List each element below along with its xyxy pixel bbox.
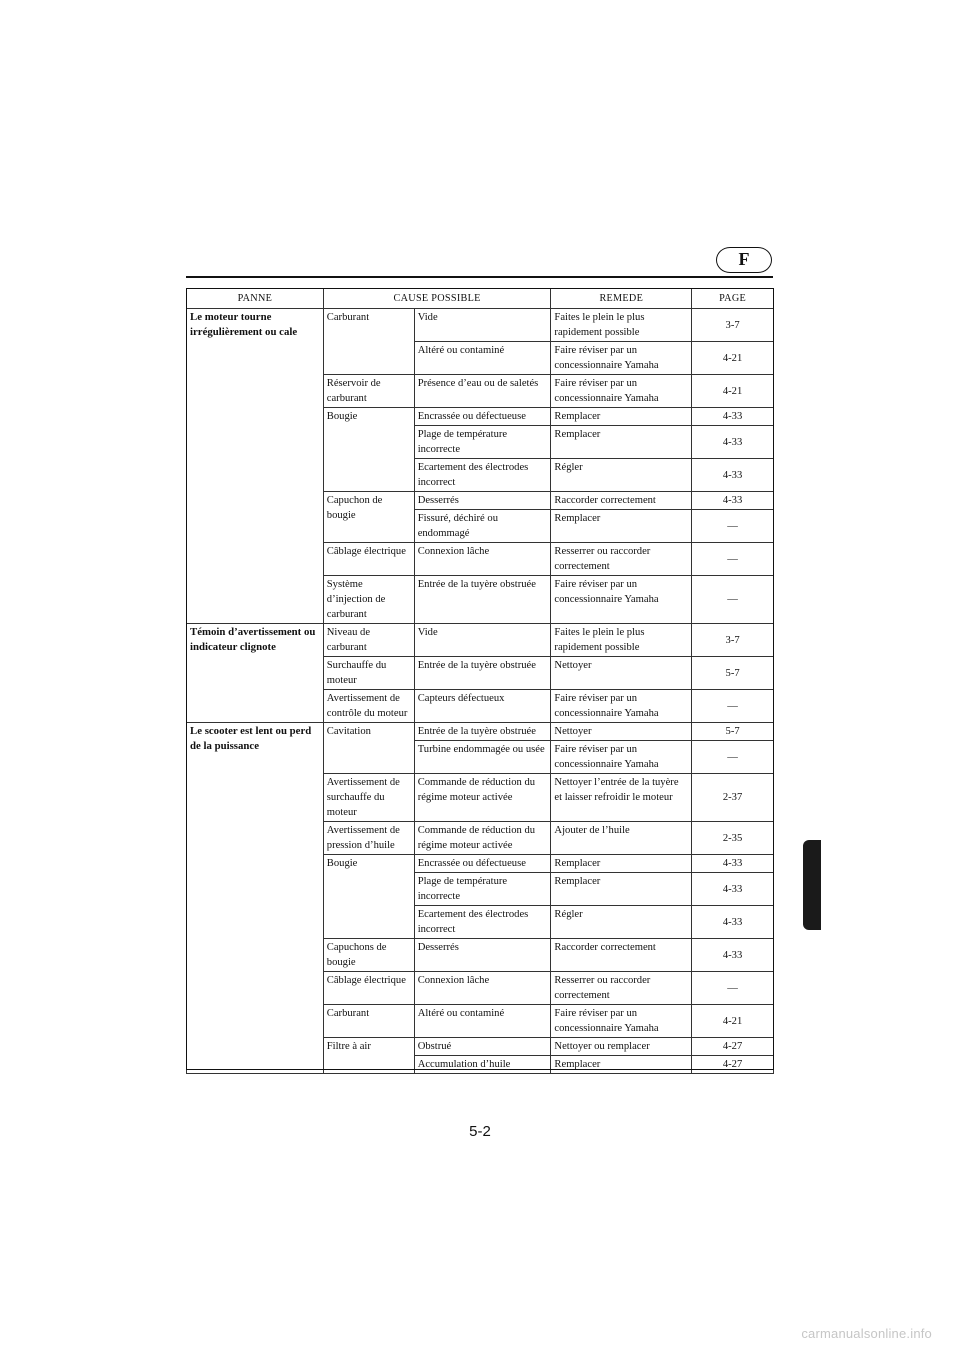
page-cell: — — [692, 543, 774, 576]
header-rule — [186, 276, 773, 278]
column-header-cause: CAUSE POSSIBLE — [323, 289, 551, 309]
cause-detail-cell: Fissuré, déchiré ou endommagé — [414, 510, 551, 543]
cause-detail-cell: Entrée de la tuyère obstruée — [414, 657, 551, 690]
cause-detail-cell: Capteurs défectueux — [414, 690, 551, 723]
cause-cell: Avertissement de surchauffe du moteur — [323, 774, 414, 822]
cause-cell: Filtre à air — [323, 1038, 414, 1074]
cause-detail-cell: Connexion lâche — [414, 543, 551, 576]
page-cell: — — [692, 741, 774, 774]
page-cell: 4-21 — [692, 375, 774, 408]
panne-cell: Le scooter est lent ou perd de la puissance — [187, 723, 324, 1074]
page-cell: — — [692, 576, 774, 624]
remede-cell: Faites le plein le plus rapidement possible — [551, 624, 692, 657]
page-cell: 5-7 — [692, 723, 774, 741]
page-cell: 5-7 — [692, 657, 774, 690]
cause-detail-cell: Entrée de la tuyère obstruée — [414, 723, 551, 741]
cause-detail-cell: Plage de température incorrecte — [414, 873, 551, 906]
page-cell: 2-37 — [692, 774, 774, 822]
cause-detail-cell: Encrassée ou défectueuse — [414, 855, 551, 873]
watermark: carmanualsonline.info — [801, 1326, 932, 1341]
table-row — [187, 624, 774, 657]
table-row — [187, 309, 774, 342]
page-cell: 4-33 — [692, 408, 774, 426]
page-cell: 4-21 — [692, 1005, 774, 1038]
cause-detail-cell: Ecartement des électrodes incorrect — [414, 906, 551, 939]
cause-detail-cell: Connexion lâche — [414, 972, 551, 1005]
cause-detail-cell: Turbine endommagée ou usée — [414, 741, 551, 774]
cause-detail-cell: Obstrué — [414, 1038, 551, 1056]
remede-cell: Remplacer — [551, 873, 692, 906]
remede-cell: Remplacer — [551, 408, 692, 426]
column-header-remede: REMEDE — [551, 289, 692, 309]
table-row — [187, 723, 774, 741]
cause-detail-cell: Ecartement des électrodes incorrect — [414, 459, 551, 492]
remede-cell: Ajouter de l’huile — [551, 822, 692, 855]
column-header-panne: PANNE — [187, 289, 324, 309]
remede-cell: Nettoyer l’entrée de la tuyère et laisser refroidir le moteur — [551, 774, 692, 822]
remede-cell: Régler — [551, 459, 692, 492]
page-cell: 2-35 — [692, 822, 774, 855]
remede-cell: Resserrer ou raccorder correctement — [551, 972, 692, 1005]
cause-detail-cell: Présence d’eau ou de saletés — [414, 375, 551, 408]
cause-cell: Système d’injection de carburant — [323, 576, 414, 624]
cause-cell: Capuchons de bougie — [323, 939, 414, 972]
page-cell: — — [692, 510, 774, 543]
page-cell: 4-33 — [692, 906, 774, 939]
cause-detail-cell: Desserrés — [414, 939, 551, 972]
cause-cell: Bougie — [323, 855, 414, 939]
remede-cell: Resserrer ou raccorder correctement — [551, 543, 692, 576]
troubleshooting-table — [186, 288, 774, 1074]
remede-cell: Nettoyer — [551, 723, 692, 741]
cause-detail-cell: Plage de température incorrecte — [414, 426, 551, 459]
page-cell: 4-33 — [692, 855, 774, 873]
panne-cell: Témoin d’avertissement ou indicateur clignote — [187, 624, 324, 723]
cause-detail-cell: Commande de réduction du régime moteur activée — [414, 822, 551, 855]
cause-cell: Cavitation — [323, 723, 414, 774]
page-cell: 4-33 — [692, 459, 774, 492]
page-number: 5-2 — [469, 1123, 491, 1140]
cause-detail-cell: Altéré ou contaminé — [414, 1005, 551, 1038]
remede-cell: Faire réviser par un concessionnaire Yamaha — [551, 576, 692, 624]
page-cell: 3-7 — [692, 309, 774, 342]
cause-cell: Câblage électrique — [323, 972, 414, 1005]
remede-cell: Faire réviser par un concessionnaire Yamaha — [551, 1005, 692, 1038]
page-cell: 4-21 — [692, 342, 774, 375]
page-cell: — — [692, 972, 774, 1005]
cause-detail-cell: Vide — [414, 309, 551, 342]
page-cell: 4-33 — [692, 492, 774, 510]
cause-detail-cell: Accumulation d’huile — [414, 1056, 551, 1074]
remede-cell: Faire réviser par un concessionnaire Yamaha — [551, 342, 692, 375]
table-header-row — [187, 289, 774, 309]
cause-cell: Carburant — [323, 309, 414, 375]
panne-cell: Le moteur tourne irrégulièrement ou cale — [187, 309, 324, 624]
cause-detail-cell: Vide — [414, 624, 551, 657]
remede-cell: Nettoyer ou remplacer — [551, 1038, 692, 1056]
page-cell: — — [692, 690, 774, 723]
cause-cell: Avertissement de contrôle du moteur — [323, 690, 414, 723]
remede-cell: Faire réviser par un concessionnaire Yamaha — [551, 375, 692, 408]
remede-cell: Faire réviser par un concessionnaire Yamaha — [551, 690, 692, 723]
chapter-edge-tab — [803, 840, 821, 930]
remede-cell: Nettoyer — [551, 657, 692, 690]
remede-cell: Remplacer — [551, 855, 692, 873]
cause-cell: Câblage électrique — [323, 543, 414, 576]
remede-cell: Faire réviser par un concessionnaire Yamaha — [551, 741, 692, 774]
cause-detail-cell: Commande de réduction du régime moteur activée — [414, 774, 551, 822]
cause-cell: Surchauffe du moteur — [323, 657, 414, 690]
cause-detail-cell: Desserrés — [414, 492, 551, 510]
remede-cell: Raccorder correctement — [551, 492, 692, 510]
table-body — [187, 309, 774, 1074]
remede-cell: Remplacer — [551, 510, 692, 543]
page-cell: 3-7 — [692, 624, 774, 657]
cause-detail-cell: Entrée de la tuyère obstruée — [414, 576, 551, 624]
remede-cell: Remplacer — [551, 426, 692, 459]
column-header-page: PAGE — [692, 289, 774, 309]
remede-cell: Faites le plein le plus rapidement possible — [551, 309, 692, 342]
cause-detail-cell: Altéré ou contaminé — [414, 342, 551, 375]
cause-cell: Avertissement de pression d’huile — [323, 822, 414, 855]
cause-detail-cell: Encrassée ou défectueuse — [414, 408, 551, 426]
page-cell: 4-27 — [692, 1038, 774, 1056]
cause-cell: Niveau de carburant — [323, 624, 414, 657]
remede-cell: Régler — [551, 906, 692, 939]
cause-cell: Capuchon de bougie — [323, 492, 414, 543]
page-cell: 4-33 — [692, 939, 774, 972]
language-tab: F — [716, 247, 772, 273]
remede-cell: Raccorder correctement — [551, 939, 692, 972]
cause-cell: Réservoir de carburant — [323, 375, 414, 408]
page-cell: 4-27 — [692, 1056, 774, 1074]
page-cell: 4-33 — [692, 873, 774, 906]
page-cell: 4-33 — [692, 426, 774, 459]
cause-cell: Bougie — [323, 408, 414, 492]
remede-cell: Remplacer — [551, 1056, 692, 1074]
cause-cell: Carburant — [323, 1005, 414, 1038]
